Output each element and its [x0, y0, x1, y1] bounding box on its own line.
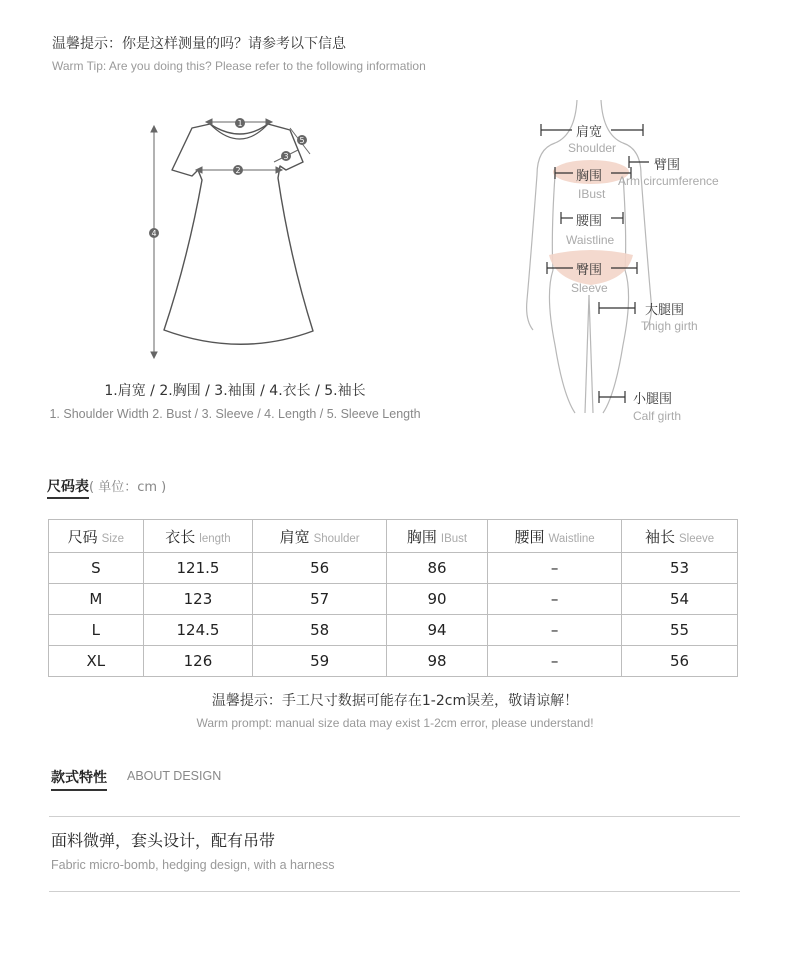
thigh-label-en: Thigh girth	[641, 319, 698, 333]
table-cell: 90	[387, 584, 488, 615]
size-chart-title-text: 尺码表	[47, 479, 89, 499]
table-header-row	[49, 520, 738, 553]
table-cell: –	[488, 584, 622, 615]
design-title-en: ABOUT DESIGN	[127, 769, 222, 783]
calf-label-en: Calf girth	[633, 409, 682, 423]
size-table	[48, 519, 738, 677]
warm-tip-en: Warm Tip: Are you doing this? Please refer to the following information	[52, 59, 426, 73]
table-cell: –	[488, 646, 622, 677]
table-cell: –	[488, 553, 622, 584]
waist-label-en: Waistline	[566, 233, 615, 247]
design-title-text: 款式特性	[51, 770, 107, 791]
calf-label: 小腿围	[633, 392, 673, 407]
table-cell: XL	[49, 646, 144, 677]
header-sleeve: 袖长 Sleeve	[622, 520, 738, 553]
table-cell: 57	[253, 584, 387, 615]
header-shoulder: 肩宽 Shoulder	[253, 520, 387, 553]
size-chart-title	[47, 476, 166, 496]
hip-label-en: Sleeve	[571, 281, 608, 295]
table-row	[49, 646, 738, 677]
table-row	[49, 553, 738, 584]
size-chart-unit: ( 单位：cm )	[89, 480, 167, 495]
table-cell: 121.5	[143, 553, 253, 584]
dress-diagram	[140, 108, 330, 363]
bust-label: 胸围	[576, 169, 603, 184]
table-cell: 55	[622, 615, 738, 646]
hip-label: 臀围	[576, 263, 603, 278]
divider	[49, 891, 740, 892]
header-bust: 胸围 IBust	[387, 520, 488, 553]
table-cell: 86	[387, 553, 488, 584]
table-cell: S	[49, 553, 144, 584]
table-cell: 123	[143, 584, 253, 615]
dress-marker-4: 4	[151, 229, 157, 238]
table-cell: 56	[253, 553, 387, 584]
table-cell: 94	[387, 615, 488, 646]
table-cell: 98	[387, 646, 488, 677]
arm-label: 臂围	[654, 158, 681, 173]
table-cell: –	[488, 615, 622, 646]
table-cell: 54	[622, 584, 738, 615]
table-cell: 53	[622, 553, 738, 584]
arm-label-en: Arm circumference	[618, 174, 719, 188]
dress-caption-en: 1. Shoulder Width 2. Bust / 3. Sleeve / 4. Length / 5. Sleeve Length	[49, 407, 421, 421]
thigh-label: 大腿围	[645, 303, 685, 318]
table-row	[49, 584, 738, 615]
header-length: 衣长 length	[143, 520, 253, 553]
feature-cn: 面料微弹，套头设计，配有吊带	[51, 831, 276, 850]
warm-tip-cn: 温馨提示：你是这样测量的吗？请参考以下信息	[52, 36, 346, 52]
header-waist: 腰围 Waistline	[488, 520, 622, 553]
design-title	[51, 767, 107, 787]
dress-marker-3: 3	[283, 152, 289, 161]
waist-label: 腰围	[576, 214, 603, 229]
table-cell: 126	[143, 646, 253, 677]
warm-prompt-cn: 温馨提示：手工尺寸数据可能存在1-2cm误差，敬请谅解！	[211, 693, 579, 709]
dress-marker-2: 2	[235, 166, 241, 175]
table-cell: 56	[622, 646, 738, 677]
feature-en: Fabric micro-bomb, hedging design, with a harness	[51, 858, 335, 872]
table-cell: 58	[253, 615, 387, 646]
dress-marker-1: 1	[237, 119, 243, 128]
table-row	[49, 615, 738, 646]
header-size: 尺码 Size	[49, 520, 144, 553]
dress-marker-5: 5	[299, 136, 305, 145]
bust-label-en: IBust	[578, 187, 606, 201]
dress-caption-cn: 1.肩宽 / 2.胸围 / 3.袖围 / 4.衣长 / 5.袖长	[104, 383, 366, 399]
shoulder-label-en: Shoulder	[568, 141, 617, 155]
body-measure-lines	[535, 120, 735, 410]
table-cell: 59	[253, 646, 387, 677]
divider	[49, 816, 740, 817]
table-cell: L	[49, 615, 144, 646]
table-cell: 124.5	[143, 615, 253, 646]
table-cell: M	[49, 584, 144, 615]
warm-prompt-en: Warm prompt: manual size data may exist 1-2cm error, please understand!	[196, 716, 594, 730]
shoulder-label: 肩宽	[576, 125, 603, 140]
